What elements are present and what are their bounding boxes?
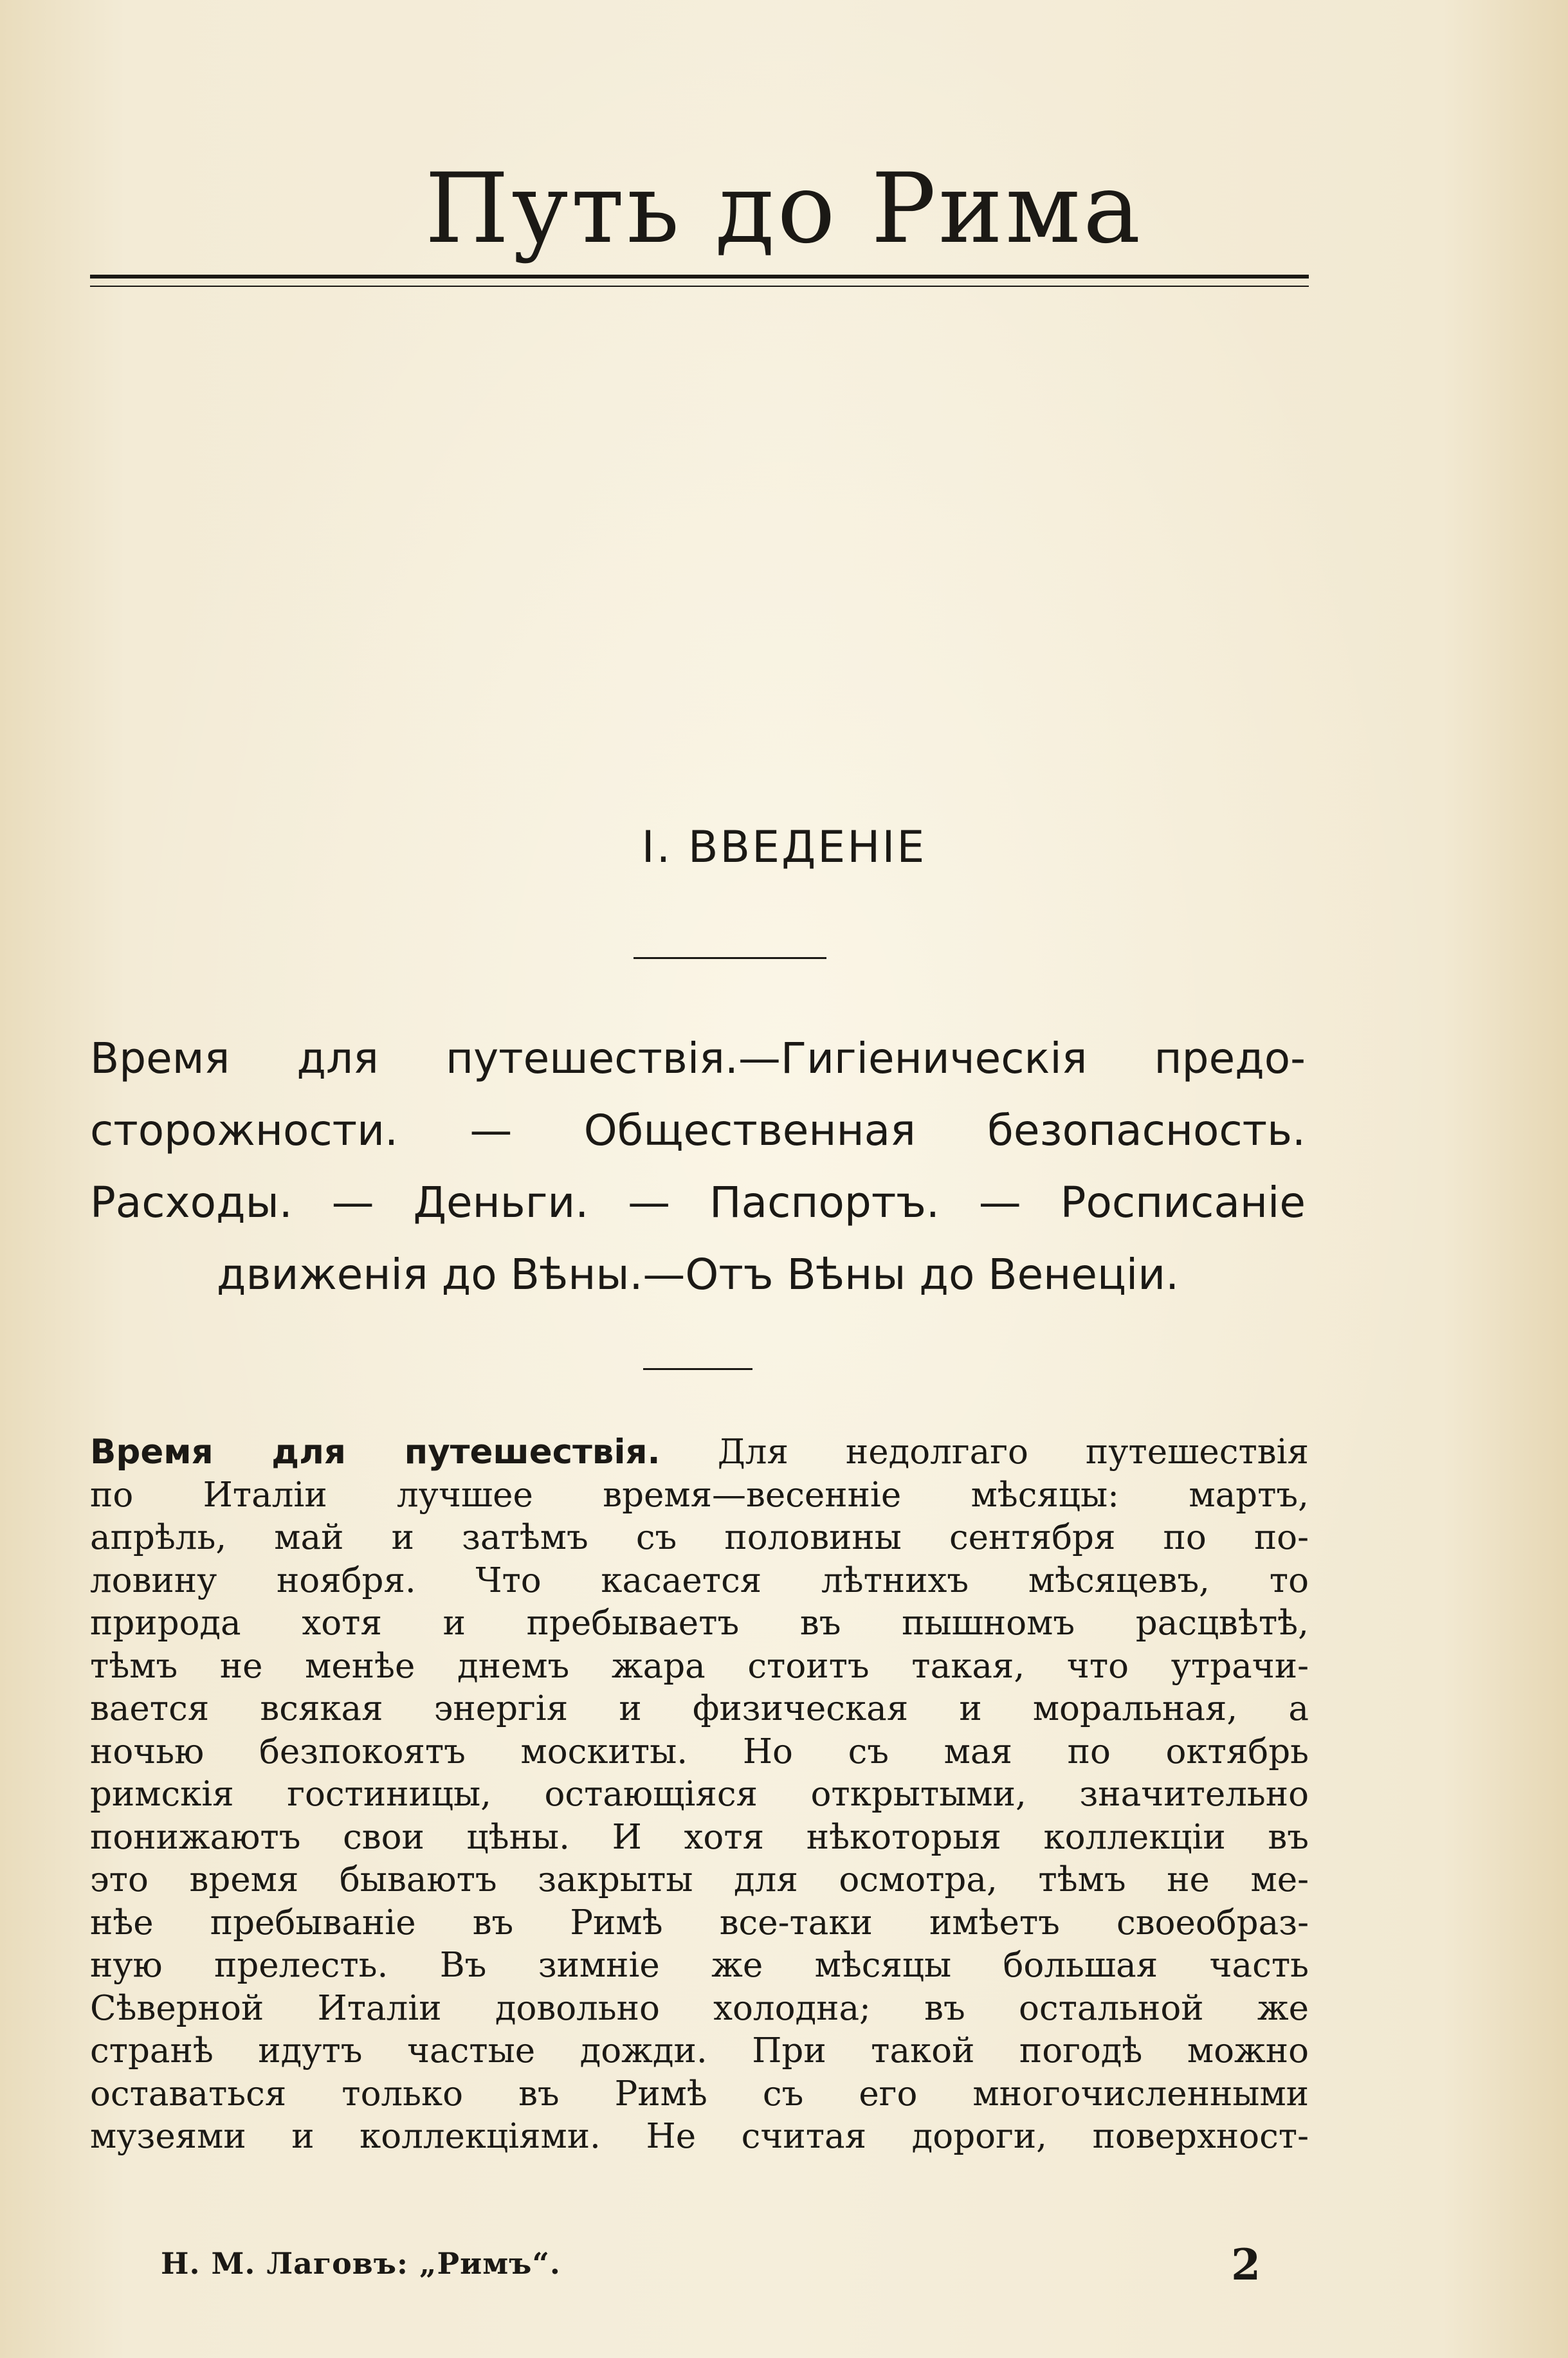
body-line: по Италіи лучшее время—весенніе мѣсяцы: мартъ, (90, 1475, 1309, 1515)
body-line: ную прелесть. Въ зимніе же мѣсяцы большая часть (90, 1946, 1309, 1985)
body-line: странѣ идутъ частые дожди. При такой погодѣ можно (90, 2031, 1309, 2070)
body-line: это время бываютъ закрыты для осмотра, тѣмъ не ме- (90, 1860, 1309, 1899)
section-heading: I. ВВЕДЕНІЕ (641, 822, 927, 873)
page-footer (161, 2240, 1261, 2291)
synopsis-line: движенія до Вѣны.—Отъ Вѣны до Венеціи. (216, 1250, 1180, 1299)
body-line: природа хотя и пребываетъ въ пышномъ расцвѣтѣ, (90, 1604, 1309, 1643)
synopsis-divider (643, 1368, 752, 1370)
body-line: нѣе пребываніе въ Римѣ все-таки имѣетъ своеобраз- (90, 1903, 1309, 1942)
synopsis-line: Расходы. — Деньги. — Паспортъ. — Росписаніе (90, 1178, 1306, 1227)
synopsis-line: сторожности. — Общественная безопасность. (90, 1106, 1306, 1155)
page-number: 2 (1231, 2240, 1261, 2290)
footer-signature: Н. М. Лаговъ: „Римъ“. (161, 2246, 561, 2281)
body-line: понижаютъ свои цѣны. И хотя нѣкоторыя коллекціи въ (90, 1817, 1309, 1857)
body-line: ночью безпокоятъ москиты. Но съ мая по октябрь (90, 1732, 1309, 1771)
run-in-heading: Время для путешествія. (90, 1432, 661, 1472)
title-rule-thin (90, 286, 1309, 287)
body-line: Сѣверной Италіи довольно холодна; въ остальной же (90, 1988, 1309, 2028)
synopsis-line: Время для путешествія.—Гигіеническія предо- (90, 1034, 1306, 1083)
title-rule-thick (90, 275, 1309, 279)
page-title: Путь до Рима (424, 153, 1144, 265)
body-line-text: Для недолгаго путешествія (660, 1432, 1309, 1472)
body-line: апрѣль, май и затѣмъ съ половины сентября по по- (90, 1518, 1309, 1557)
chapter-synopsis (90, 1023, 1306, 1311)
body-line: оставаться только въ Римѣ съ его многочисленными (90, 2074, 1309, 2114)
body-line: тѣмъ не менѣе днемъ жара стоитъ такая, что утрачи- (90, 1646, 1309, 1686)
section-divider (634, 957, 826, 959)
body-line: римскія гостиницы, остающіяся открытыми, значительно (90, 1775, 1309, 1814)
body-line: вается всякая энергія и физическая и моральная, а (90, 1689, 1309, 1728)
body-line: ловину ноября. Что касается лѣтнихъ мѣсяцевъ, то (90, 1560, 1309, 1600)
body-text (90, 1431, 1309, 2159)
body-line: музеями и коллекціями. Не считая дороги, поверхност- (90, 2117, 1309, 2156)
body-line (90, 1431, 1309, 1474)
